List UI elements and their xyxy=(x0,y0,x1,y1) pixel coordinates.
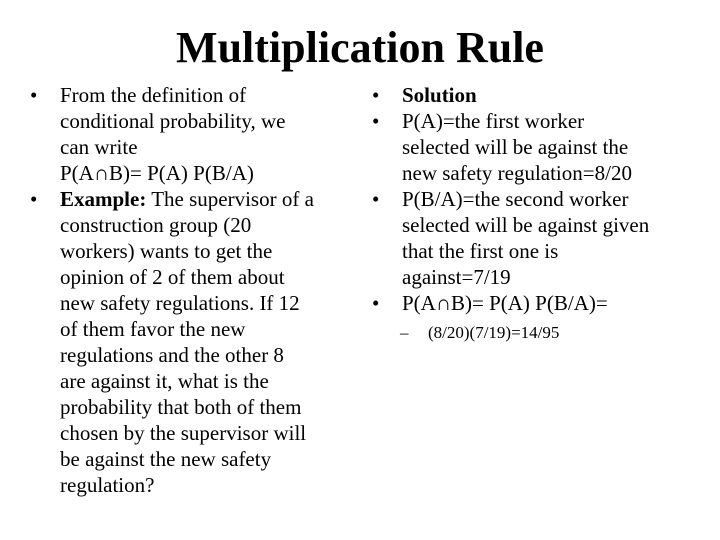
bullet-line: conditional probability, we xyxy=(60,109,286,133)
bullet-line: chosen by the supervisor will xyxy=(60,421,307,445)
bullet-definition xyxy=(28,82,366,186)
bullet-example xyxy=(28,186,366,498)
bullet-line: that the first one is xyxy=(402,239,559,263)
bullet-line: against=7/19 xyxy=(402,265,511,289)
result-formula: (8/20)(7/19)=14/95 xyxy=(428,323,560,342)
solution-heading: Solution xyxy=(402,83,477,107)
bullet-line xyxy=(60,186,366,212)
right-column xyxy=(370,82,700,344)
bullet-line: P(A)=the first worker xyxy=(402,109,585,133)
bullet-line: new safety regulation=8/20 xyxy=(402,161,632,185)
formula-line: P(A∩B)= P(A) P(B/A)= xyxy=(402,291,608,315)
left-column xyxy=(28,82,366,498)
example-first-text: The supervisor of a xyxy=(146,187,314,211)
bullet-line: can write xyxy=(60,135,138,159)
bullet-line: of them favor the new xyxy=(60,317,246,341)
bullet-line: regulation? xyxy=(60,473,155,497)
bullet-icon: • xyxy=(30,187,38,211)
bullet-line: selected will be against the xyxy=(402,135,629,159)
bullet-icon: • xyxy=(372,187,380,211)
bullet-line: be against the new safety xyxy=(60,447,272,471)
bullet-line: construction group (20 xyxy=(60,213,252,237)
formula-line: P(A∩B)= P(A) P(B/A) xyxy=(60,161,254,185)
bullet-icon: • xyxy=(372,291,380,315)
bullet-solution xyxy=(370,82,700,108)
slide-title: Multiplication Rule xyxy=(176,23,544,72)
example-label: Example: xyxy=(60,187,147,211)
bullet-pab xyxy=(370,290,700,316)
dash-icon: – xyxy=(400,323,409,342)
bullet-line: opinion of 2 of them about xyxy=(60,265,285,289)
bullet-line: are against it, what is the xyxy=(60,369,269,393)
bullet-icon: • xyxy=(30,83,38,107)
bullet-line: P(B/A)=the second worker xyxy=(402,187,629,211)
bullet-line: new safety regulations. If 12 xyxy=(60,291,300,315)
bullet-line: regulations and the other 8 xyxy=(60,343,284,367)
bullet-icon: • xyxy=(372,83,380,107)
bullet-icon: • xyxy=(372,109,380,133)
bullet-line: selected will be against given xyxy=(402,213,650,237)
bullet-pba xyxy=(370,186,700,290)
bullet-line: workers) wants to get the xyxy=(60,239,273,263)
bullet-line: probability that both of them xyxy=(60,395,302,419)
bullet-line: From the definition of xyxy=(60,83,247,107)
sub-bullet-result xyxy=(370,322,700,344)
bullet-pa xyxy=(370,108,700,186)
